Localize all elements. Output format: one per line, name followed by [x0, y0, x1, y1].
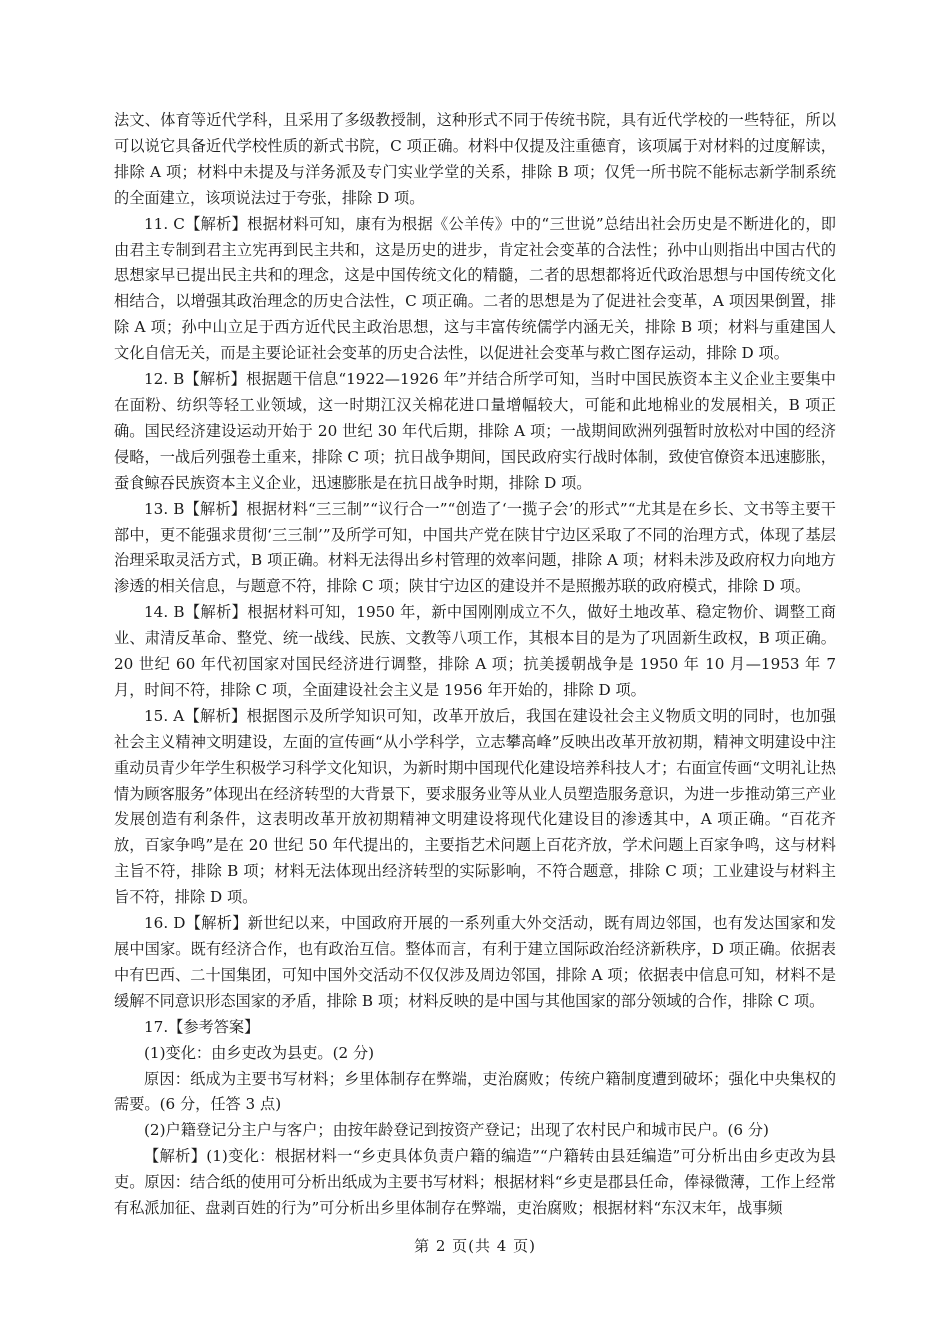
paragraph-q17-answer-2: (2)户籍登记分主户与客户；由按年龄登记到按资产登记；出现了农村民户和城市民户。(6 分) — [144, 1121, 769, 1140]
document-body — [114, 108, 836, 1222]
paragraph-q13: 13. B【解析】根据材料“三三制”“议行合一”“创造了‘一揽子会’的形式”“尤其是在乡长、文书等主要干部中，更不能强求贯彻‘三三制’”及所学可知，中国共产党在陕甘宁边区采取了不同的治理方式，体现了基层治理采取灵活方式，B 项正确。材料无法得出乡村管理的效率问题，排除 A 项；材料未涉及政府权力向地方渗透的相关信息，与题意不符，排除 C 项；陕甘宁边区的建设并不是照搬苏联的政府模式，排除 D 项。 — [114, 499, 836, 596]
paragraph-q16: 16. D【解析】新世纪以来，中国政府开展的一系列重大外交活动，既有周边邻国，也有发达国家和发展中国家。既有经济合作，也有政治互信。整体而言，有利于建立国际政治经济新秩序，D 项正确。依据表中有巴西、二十国集团，可知中国外交活动不仅仅涉及周边邻国，排除 A 项；依据表中信息可知，材料不是缓解不同意识形态国家的矛盾，排除 B 项；材料反映的是中国与其他国家的部分领域的合作，排除 C 项。 — [114, 914, 836, 1010]
page-number-footer: 第 2 页(共 4 页) — [414, 1237, 536, 1255]
paragraph-q11: 11. C【解析】根据材料可知，康有为根据《公羊传》中的“三世说”总结出社会历史是不断进化的，即由君主专制到君主立宪再到民主共和，这是历史的进步，肯定社会变革的合法性；孙中山则指出中国古代的思想家早已提出民主共和的理念，这是中国传统文化的精髓，二者的思想都将近代政治思想与中国传统文化相结合，以增强其政治理念的历史合法性，C 项正确。二者的思想是为了促进社会变革，A 项因果倒置，排除 A 项；孙中山立足于西方近代民主政治思想，这与丰富传统儒学内涵无关，排除 B 项；材料与重建国人文化自信无关，而是主要论证社会变革的历史合法性，以促进社会变革与救亡图存运动，排除 D 项。 — [114, 214, 836, 363]
paragraph-q17-analysis: 【解析】(1)变化：根据材料一“乡吏具体负责户籍的编造”“户籍转由县廷编造”可分析出由乡吏改为县吏。原因：结合纸的使用可分析出纸成为主要书写材料；根据材料“乡吏是郡县任命，俸禄微薄，工作上经常有私派加征、盘剥百姓的行为”可分析出乡里体制存在弊端，吏治腐败；根据材料“东汉末年，战事频 — [114, 1147, 836, 1218]
paragraph-q12: 12. B【解析】根据题干信息“1922—1926 年”并结合所学可知，当时中国民族资本主义企业主要集中在面粉、纺织等轻工业领域，这一时期江汉关棉花进口量增幅较大，可能和此地棉业的发展相关，B 项正确。国民经济建设运动开始于 20 世纪 30 年代后期，排除 A 项；一战期间欧洲列强暂时放松对中国的经济侵略，一战后列强卷土重来，排除 C 项；抗日战争期间，国民政府实行战时体制，致使官僚资本迅速膨胀，蚕食鲸吞民族资本主义企业，迅速膨胀是在抗日战争时期，排除 D 项。 — [114, 370, 836, 492]
paragraph-q14: 14. B【解析】根据材料可知，1950 年，新中国刚刚成立不久，做好土地改革、稳定物价、调整工商业、肃清反革命、整党、统一战线、民族、文教等八项工作，其根本目的是为了巩固新生政权，B 项正确。20 世纪 60 年代初国家对国民经济进行调整，排除 A 项；抗美援朝战争是 1950 年 10 月—1953 年 7 月，时间不符，排除 C 项，全面建设社会主义是 1956 年开始的，排除 D 项。 — [114, 603, 836, 699]
paragraph-q10-continuation: 法文、体育等近代学科，且采用了多级教授制，这种形式不同于传统书院，具有近代学校的一些特征，所以可以说它具备近代学校性质的新式书院，C 项正确。材料中仅提及注重德育，该项属于对材料的过度解读，排除 A 项；材料中未提及与洋务派及专门实业学堂的关系，排除 B 项；仅凭一所书院不能标志新学制系统的全面建立，该项说法过于夸张，排除 D 项。 — [114, 111, 836, 207]
paragraph-q15: 15. A【解析】根据图示及所学知识可知，改革开放后，我国在建设社会主义物质文明的同时，也加强社会主义精神文明建设，左面的宣传画“从小学科学，立志攀高峰”反映出改革开放初期，精神文明建设中注重动员青少年学生积极学习科学文化知识，为新时期中国现代化建设培养科技人才；右面宣传画“文明礼让热情为顾客服务”体现出在经济转型的大背景下，要求服务业等从业人员塑造服务意识，为进一步推动第三产业发展创造有利条件，这表明改革开放初期精神文明建设将现代化建设目的渗透其中，A 项正确。“百花齐放，百家争鸣”是在 20 世纪 50 年代提出的，主要指艺术问题上百花齐放，学术问题上百家争鸣，这与材料主旨不符，排除 B 项；材料无法体现出经济转型的实际影响，不符合题意，排除 C 项；工业建设与材料主旨不符，排除 D 项。 — [114, 706, 836, 907]
paragraph-q17-answer-1: (1)变化：由乡吏改为县吏。(2 分) — [144, 1043, 375, 1062]
paragraph-q17-answer-reasons: 原因：纸成为主要书写材料；乡里体制存在弊端，吏治腐败；传统户籍制度遭到破坏；强化中央集权的需要。(6 分，任答 3 点) — [114, 1069, 836, 1114]
paragraph-q17-heading: 17.【参考答案】 — [144, 1017, 260, 1036]
